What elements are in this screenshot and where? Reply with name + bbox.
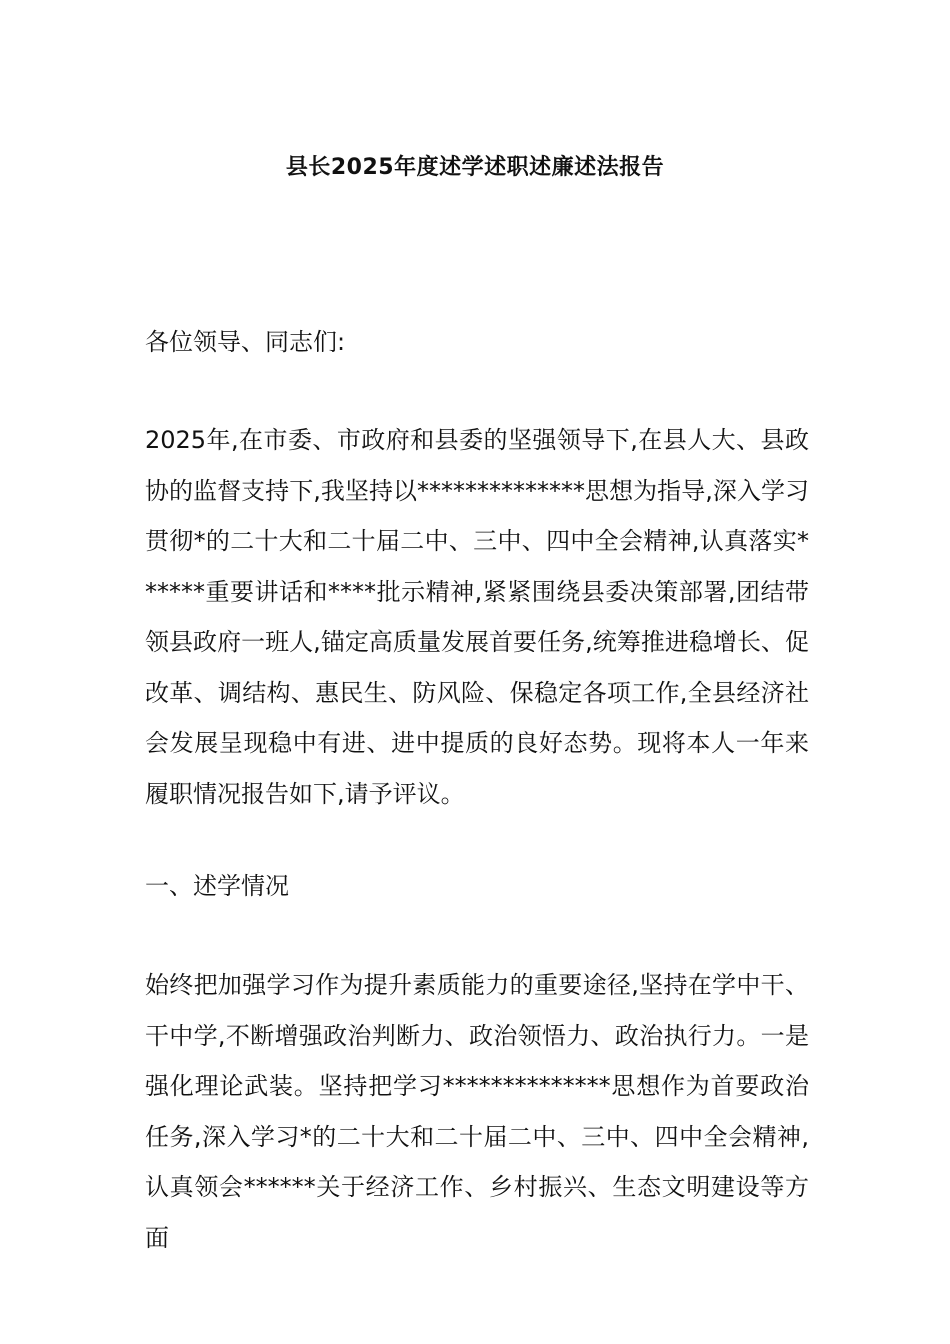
paragraph-intro: 2025年,在市委、市政府和县委的坚强领导下,在县人大、县政协的监督支持下,我坚持以**************思想为指导,深入学习贯彻*的二十大和二十届二中、三中、四中全会精神,认真落实******重要讲话和****批示精神,紧紧围绕县委决策部署,团结带领县政府一班人,锚定高质量发展首要任务,统筹推进稳增长、促改革、调结构、惠民生、防风险、保稳定各项工作,全县经济社会发展呈现稳中有进、进中提质的良好态势。现将本人一年来履职情况报告如下,请予评议。	[145, 426, 809, 808]
salutation: 各位领导、同志们:	[145, 328, 346, 356]
paragraph-study: 始终把加强学习作为提升素质能力的重要途径,坚持在学中干、干中学,不断增强政治判断力、政治领悟力、政治执行力。一是强化理论武装。坚持把学习**************思想作为首要政治任务,深入学习*的二十大和二十届二中、三中、四中全会精神,认真领会******关于经济工作、乡村振兴、生态文明建设等方面	[145, 971, 809, 1252]
section-heading-study: 一、述学情况	[145, 872, 289, 900]
document-title: 县长2025年度述学述职述廉述法报告	[285, 155, 665, 180]
